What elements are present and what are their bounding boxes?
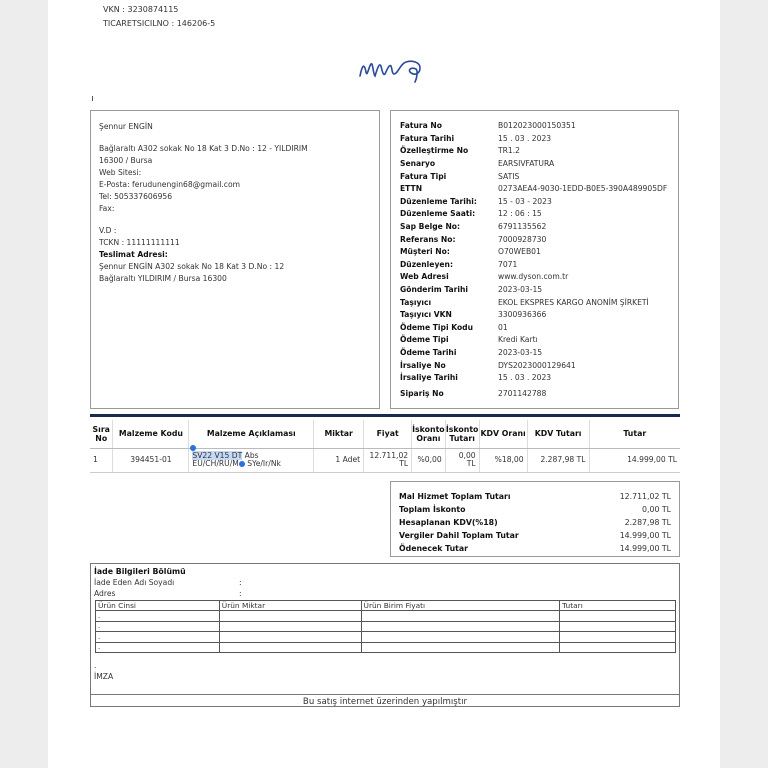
totals-label: Toplam İskonto [399,505,466,514]
meta-value: O70WEB01 [498,247,541,257]
meta-label: Gönderim Tarihi [400,285,469,295]
meta-label: İrsaliye Tarihi [400,373,458,383]
cell-fiyat: 12.711,02 TL [364,448,412,472]
meta-value: EKOL EKSPRES KARGO ANONİM ŞİRKETİ [498,297,649,307]
meta-row [400,271,669,284]
meta-label: Ödeme Tipi [400,335,449,345]
totals-box [390,481,680,557]
meta-value: 15 - 03 - 2023 [498,196,552,206]
cell-iskonto-tutari: 0,00 TL [445,448,479,472]
totals-row [399,516,671,529]
meta-value: SATIS [498,171,520,181]
meta-label: Ödeme Tarihi [400,347,457,357]
meta-label: Düzenleme Saati: [400,209,476,219]
invoice-page [48,0,720,768]
return-col-tutar: Tutarı [560,601,676,611]
meta-value: EARSIVFATURA [498,159,555,169]
meta-row [400,322,669,335]
meta-value: 12 : 06 : 15 [498,209,542,219]
meta-label: Senaryo [400,159,436,169]
return-table [95,600,676,653]
col-sira: Sıra No [90,420,113,448]
buyer-web: Web Sitesi: [99,168,142,177]
col-iskonto-tutari: İskonto Tutarı [445,420,479,448]
table-row: . [96,642,676,653]
return-col-miktar: Ürün Miktar [219,601,361,611]
seller-info [103,3,215,31]
items-header-bar [90,414,680,417]
meta-row [400,359,669,372]
col-malzeme-kodu: Malzeme Kodu [113,420,189,448]
col-kdv-tutari: KDV Tutarı [527,420,589,448]
meta-label: Taşıyıcı [400,297,432,307]
buyer-email: E-Posta: ferudunengin68@gmail.com [99,180,240,189]
meta-value: 2023-03-15 [498,347,543,357]
meta-label: Düzenleyen: [400,259,453,269]
return-address-colon: : [239,589,242,598]
return-name-label: İade Eden Adı Soyadı [94,578,175,587]
col-tutar: Tutar [589,420,680,448]
table-row: . [96,632,676,643]
meta-label: Fatura Tipi [400,171,447,181]
return-name-colon: : [239,578,242,587]
meta-label: Referans No: [400,234,456,244]
meta-row [400,221,669,234]
cell-sira: 1 [90,448,113,472]
totals-value: 14.999,00 TL [619,544,671,553]
cell-tutar: 14.999,00 TL [589,448,680,472]
totals-label: Vergiler Dahil Toplam Tutar [399,531,519,540]
meta-value: www.dyson.com.tr [498,272,569,282]
meta-label: Sipariş No [400,389,444,399]
ticaret-sicil-text: TICARETSICILNO : 146206-5 [103,19,216,28]
meta-row [400,372,669,385]
totals-label: Hesaplanan KDV(%18) [399,518,498,527]
totals-value: 14.999,00 TL [619,531,671,540]
meta-row [400,334,669,347]
meta-row [400,208,669,221]
meta-label: Düzenleme Tarihi: [400,196,477,206]
meta-row [400,284,669,297]
meta-value: 01 [498,322,508,332]
return-col-cins: Ürün Cinsi [96,601,220,611]
meta-row [400,296,669,309]
return-title: İade Bilgileri Bölümü [94,567,186,576]
buyer-name: Şennur ENGİN [99,122,153,131]
col-fiyat: Fiyat [364,420,412,448]
meta-label: İrsaliye No [400,360,446,370]
meta-value: DYS2023000129641 [498,360,576,370]
cell-kdv-tutari: 2.287,98 TL [527,448,589,472]
col-iskonto-orani: İskonto Oranı [412,420,446,448]
cell-aciklama[interactable]: SV22 V15 DT Abs EU/CH/RU/M SYe/Ir/Nk [189,448,314,472]
meta-row [400,196,669,209]
vkn-text: VKN : 3230874115 [103,5,179,14]
invoice-meta-table [400,120,669,400]
buyer-fax: Fax: [99,204,115,213]
totals-row [399,542,671,555]
totals-value: 12.711,02 TL [619,492,671,501]
meta-label: Ödeme Tipi Kodu [400,322,474,332]
invoice-meta-box [390,110,679,409]
meta-label: Sap Belge No: [400,222,461,232]
margin-mark [92,96,93,101]
meta-value: 2023-03-15 [498,285,543,295]
meta-label: Fatura Tarihi [400,133,455,143]
signature-label: İMZA [94,672,114,681]
return-dot: . [94,661,97,670]
meta-label: Taşıyıcı VKN [400,310,452,320]
cell-kdv-orani: %18,00 [479,448,527,472]
signature-image [356,52,436,86]
meta-row [400,145,669,158]
table-row [90,448,680,472]
meta-row [400,347,669,360]
meta-row [400,259,669,272]
buyer-vd: V.D : [99,226,117,235]
meta-value: 7000928730 [498,234,547,244]
totals-row [399,529,671,542]
col-malzeme-aciklamasi: Malzeme Açıklaması [189,420,314,448]
table-row: . [96,621,676,632]
meta-value: 3300936366 [498,310,547,320]
delivery-address-1: Şennur ENGİN A302 sokak No 18 Kat 3 D.No : 12 [99,262,285,271]
meta-value: B012023000150351 [498,121,576,131]
return-col-fiyat: Ürün Birim Fiyatı [361,601,560,611]
meta-row [400,384,669,400]
totals-value: 2.287,98 TL [624,518,671,527]
meta-label: Özelleştirme No [400,146,469,156]
meta-label: ETTN [400,184,423,194]
totals-table [399,490,671,555]
meta-value: 2701142788 [498,389,547,399]
totals-label: Mal Hizmet Toplam Tutarı [399,492,511,501]
selected-text[interactable]: SV22 V15 DT [192,451,243,460]
buyer-address-2: 16300 / Bursa [99,156,153,165]
selection-start-handle[interactable] [190,445,196,451]
meta-value: 7071 [498,259,518,269]
meta-row [400,233,669,246]
buyer-box [90,110,380,409]
meta-label: Fatura No [400,121,442,131]
delivery-title: Teslimat Adresi: [99,250,168,259]
meta-label: Müşteri No: [400,247,450,257]
buyer-address-1: Bağlaraltı A302 sokak No 18 Kat 3 D.No : 12 - YILDIRIM [99,144,308,153]
table-row: . [96,611,676,622]
totals-row [399,490,671,503]
internet-sale-note: Bu satış internet üzerinden yapılmıştır [302,697,468,707]
meta-row [400,183,669,196]
meta-value: 0273AEA4-9030-1EDD-B0E5-390A489905DF [498,184,668,194]
meta-row [400,309,669,322]
meta-value: 15 . 03 . 2023 [498,133,552,143]
cell-kod: 394451-01 [113,448,189,472]
meta-value: 6791135562 [498,222,547,232]
footer-divider [91,694,679,695]
buyer-tel: Tel: 505337606956 [99,192,173,201]
totals-value: 0,00 TL [642,505,671,514]
meta-row [400,133,669,146]
meta-row [400,120,669,133]
totals-row [399,503,671,516]
meta-row [400,170,669,183]
items-table [90,420,680,473]
cell-iskonto-orani: %0,00 [412,448,446,472]
return-section [90,563,680,707]
totals-label: Ödenecek Tutar [399,544,468,553]
meta-row [400,246,669,259]
return-address-label: Adres [94,589,116,598]
col-miktar: Miktar [314,420,364,448]
meta-value: Kredi Kartı [498,335,538,345]
buyer-tckn: TCKN : 11111111111 [99,238,180,247]
col-kdv-orani: KDV Oranı [479,420,527,448]
meta-value: TR1.2 [498,146,520,156]
cell-miktar: 1 Adet [314,448,364,472]
meta-row [400,158,669,171]
meta-value: 15 . 03 . 2023 [498,373,552,383]
delivery-address-2: Bağlaraltı YILDIRIM / Bursa 16300 [99,274,227,283]
meta-label: Web Adresi [400,272,449,282]
